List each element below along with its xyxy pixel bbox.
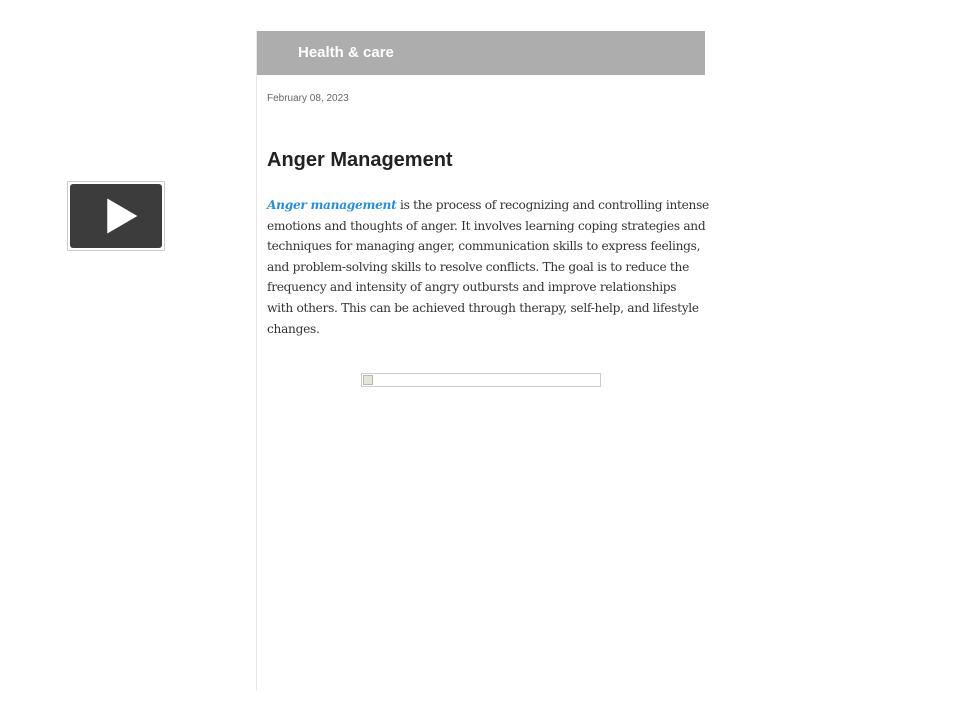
body-line: frequency and intensity of angry outbursts and improve relationships bbox=[267, 280, 677, 295]
broken-image bbox=[361, 373, 601, 387]
body-line: and problem-solving skills to resolve conflicts. The goal is to reduce the bbox=[267, 259, 689, 274]
post-date: February 08, 2023 bbox=[267, 93, 349, 104]
post-body bbox=[267, 195, 707, 339]
body-line: emotions and thoughts of anger. It involves learning coping strategies and bbox=[267, 218, 706, 233]
play-icon bbox=[68, 182, 164, 250]
post-column bbox=[256, 31, 709, 691]
body-line: with others. This can be achieved through therapy, self-help, and lifestyle bbox=[267, 300, 699, 315]
post-title: Anger Management bbox=[267, 149, 453, 171]
broken-image-icon bbox=[363, 375, 373, 385]
body-line: changes. bbox=[267, 321, 320, 336]
category-title[interactable]: Health & care bbox=[298, 44, 394, 61]
body-line: techniques for managing anger, communication skills to express feelings, bbox=[267, 239, 701, 254]
anger-management-link[interactable]: Anger management bbox=[267, 198, 397, 212]
body-line: Anger management is the process of recognizing and controlling intense bbox=[267, 198, 709, 212]
video-play-button[interactable] bbox=[67, 181, 165, 251]
blog-header bbox=[257, 31, 705, 75]
